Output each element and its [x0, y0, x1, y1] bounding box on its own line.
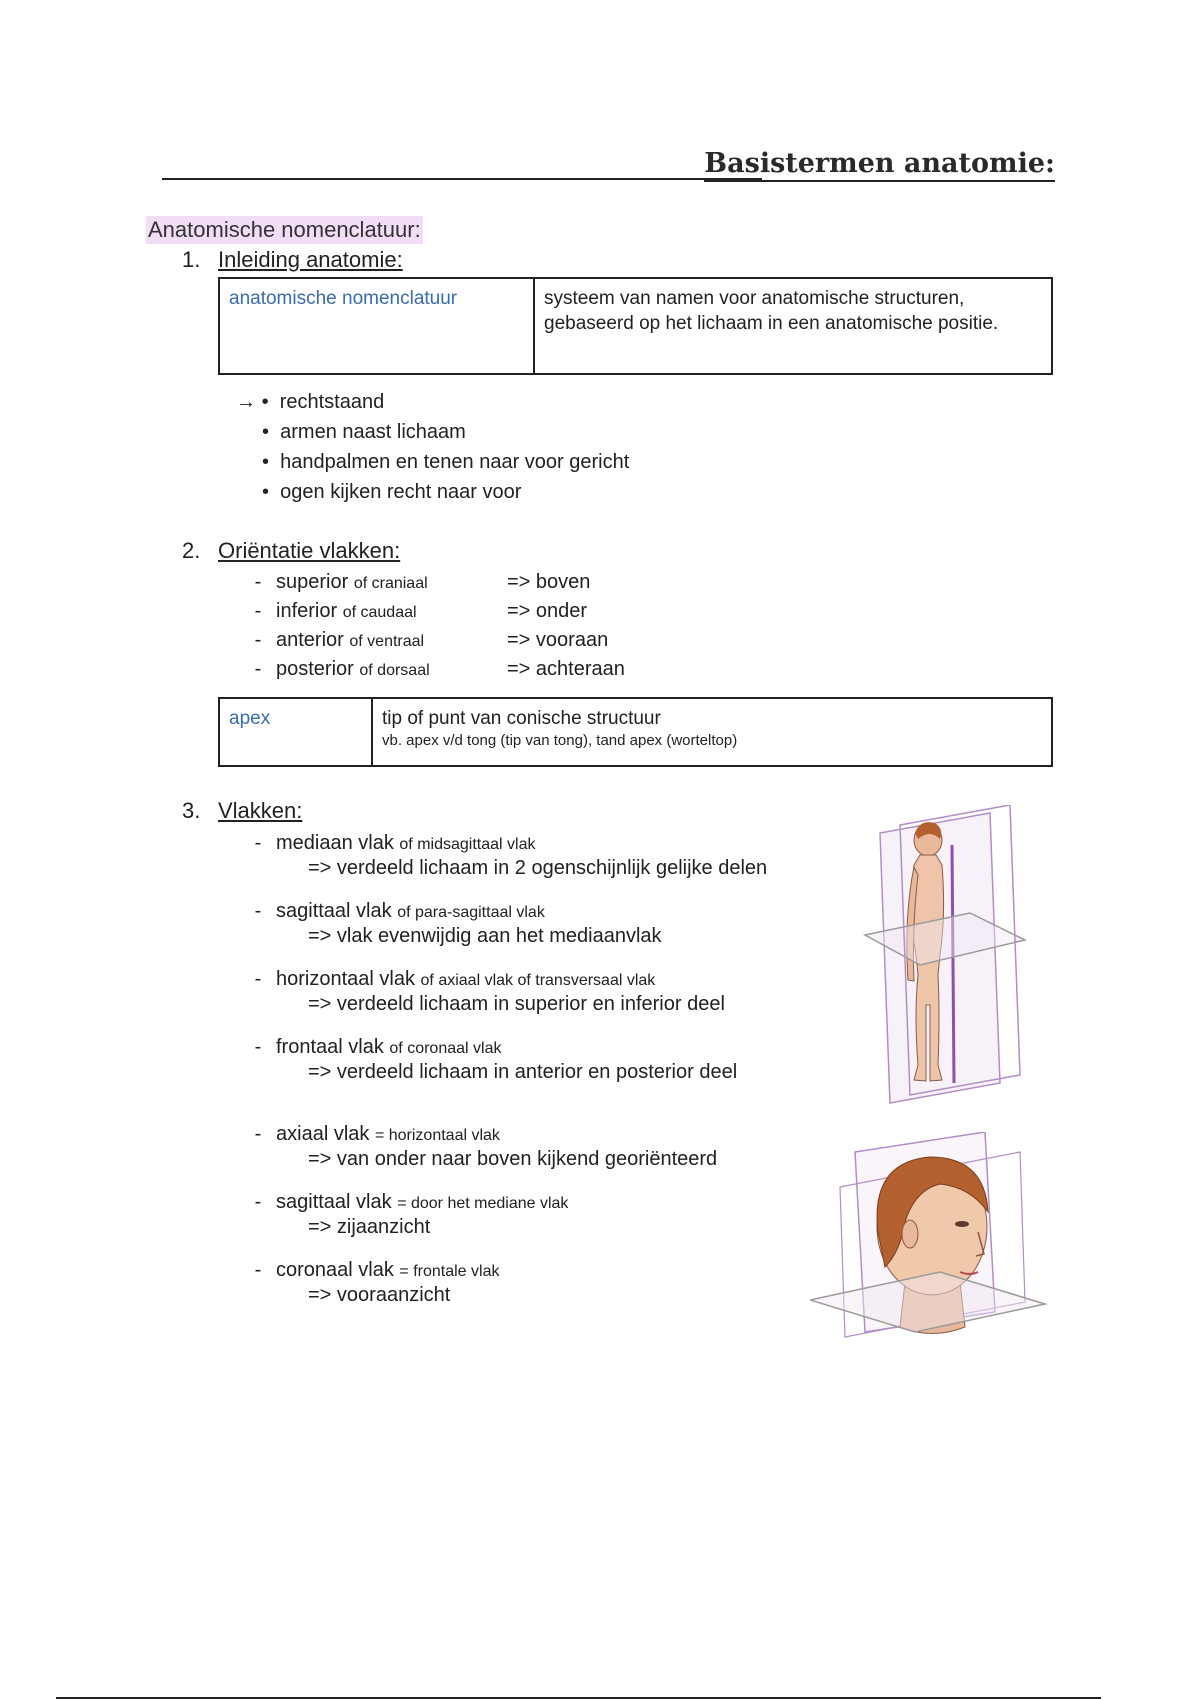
- page-title: Basistermen anatomie:: [704, 148, 1055, 182]
- dash-icon: -: [254, 629, 262, 651]
- plane-term: mediaan vlak: [276, 832, 394, 854]
- bullet-icon: •: [262, 451, 270, 473]
- arrow-icon: →: [236, 391, 256, 413]
- orientation-meaning: => achteraan: [507, 658, 625, 680]
- bullet-icon: •: [261, 391, 269, 413]
- dash-icon: -: [254, 1036, 262, 1058]
- orientation-alt: of ventraal: [349, 633, 425, 650]
- dash-icon: -: [254, 968, 262, 990]
- definition-cell: [372, 698, 1052, 766]
- orientation-term: posterior: [276, 658, 354, 680]
- bullet-icon: •: [262, 481, 270, 503]
- plane-desc: => verdeeld lichaam in superior en inferior deel: [308, 993, 725, 1015]
- dash-icon: -: [254, 1191, 262, 1213]
- plane-term: axiaal vlak: [276, 1123, 370, 1145]
- heading-inleiding: [182, 247, 403, 273]
- orientation-term: superior: [276, 571, 349, 593]
- list-item: rechtstaand: [279, 391, 385, 413]
- orientation-alt: of caudaal: [342, 604, 417, 621]
- plane-alt: of midsagittaal vlak: [399, 836, 536, 853]
- list-item: ogen kijken recht naar voor: [280, 481, 522, 503]
- heading-label: Vlakken:: [218, 798, 303, 823]
- heading-number: 3.: [182, 798, 201, 823]
- definition-term: anatomische nomenclatuur: [219, 278, 534, 374]
- plane-list: [240, 828, 860, 1323]
- title-rule: [162, 178, 762, 180]
- dash-icon: -: [254, 571, 262, 593]
- plane-desc: => vooraanzicht: [308, 1284, 451, 1306]
- dash-icon: -: [254, 600, 262, 622]
- plane-alt: = horizontaal vlak: [374, 1127, 500, 1144]
- definition-term: apex: [219, 698, 372, 766]
- plane-alt: = door het mediane vlak: [397, 1195, 569, 1212]
- orientation-term: anterior: [276, 629, 344, 651]
- definition-text: tip of punt van conische structuur: [382, 708, 661, 729]
- list-item: armen naast lichaam: [280, 421, 466, 443]
- dash-icon: -: [254, 1123, 262, 1145]
- plane-desc: => zijaanzicht: [308, 1216, 431, 1238]
- dash-icon: -: [254, 658, 262, 680]
- position-list: [236, 387, 629, 507]
- head-planes-illustration: [810, 1132, 1050, 1352]
- plane-term: frontaal vlak: [276, 1036, 384, 1058]
- plane-desc: => verdeeld lichaam in anterior en posterior deel: [308, 1061, 738, 1083]
- definition-example: vb. apex v/d tong (tip van tong), tand apex (worteltop): [382, 732, 738, 749]
- orientation-meaning: => vooraan: [507, 629, 609, 651]
- dash-icon: -: [254, 900, 262, 922]
- definition-text: systeem van namen voor anatomische structuren, gebaseerd op het lichaam in een anatomische positie.: [534, 278, 1052, 374]
- orientation-meaning: => boven: [507, 571, 591, 593]
- plane-term: horizontaal vlak: [276, 968, 415, 990]
- plane-term: sagittaal vlak: [276, 1191, 392, 1213]
- heading-vlakken: [182, 798, 302, 824]
- plane-desc: => van onder naar boven kijkend georiënteerd: [308, 1148, 718, 1170]
- definition-table-nomenclatuur: [218, 277, 1053, 375]
- list-item: handpalmen en tenen naar voor gericht: [280, 451, 630, 473]
- plane-alt: of axiaal vlak of transversaal vlak: [420, 972, 656, 989]
- dash-icon: -: [254, 1259, 262, 1281]
- plane-desc: => verdeeld lichaam in 2 ogenschijnlijk gelijke delen: [308, 857, 768, 879]
- definition-table-apex: [218, 697, 1053, 767]
- heading-label: Oriëntatie vlakken:: [218, 538, 401, 563]
- bottom-rule: [56, 1697, 1101, 1699]
- heading-number: 2.: [182, 538, 201, 563]
- heading-label: Inleiding anatomie:: [218, 247, 403, 272]
- orientation-list: [240, 567, 760, 683]
- plane-term: sagittaal vlak: [276, 900, 392, 922]
- dash-icon: -: [254, 832, 262, 854]
- plane-alt: of para-sagittaal vlak: [397, 904, 545, 921]
- orientation-alt: of craniaal: [353, 575, 428, 592]
- heading-number: 1.: [182, 247, 201, 272]
- orientation-alt: of dorsaal: [359, 662, 430, 679]
- body-planes-illustration: [860, 805, 1030, 1110]
- orientation-meaning: => onder: [507, 600, 588, 622]
- bullet-icon: •: [262, 421, 270, 443]
- heading-orientatie: [182, 538, 400, 564]
- plane-term: coronaal vlak: [276, 1259, 394, 1281]
- orientation-term: inferior: [276, 600, 338, 622]
- section-title: Anatomische nomenclatuur:: [148, 217, 421, 242]
- plane-desc: => vlak evenwijdig aan het mediaanvlak: [308, 925, 662, 947]
- plane-alt: of coronaal vlak: [389, 1040, 502, 1057]
- plane-alt: = frontale vlak: [399, 1263, 500, 1280]
